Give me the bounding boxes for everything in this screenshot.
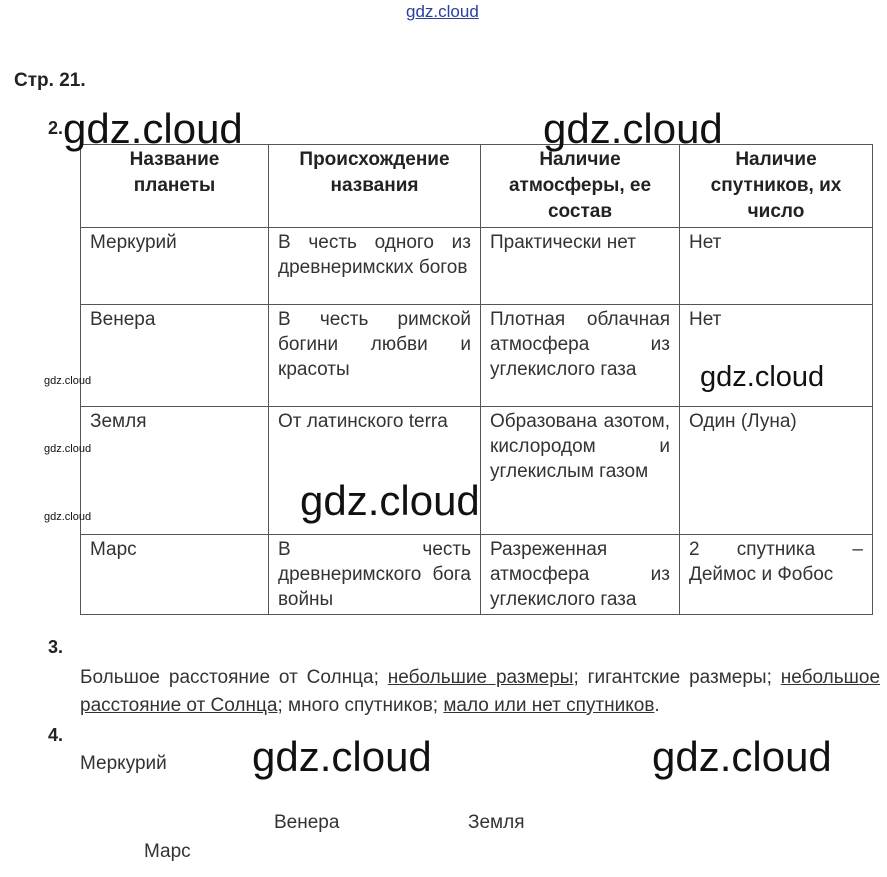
cell-atmosphere: Практически нет <box>481 228 680 305</box>
cell-planet: Земля <box>81 407 269 535</box>
cell-satellites: Нет <box>680 228 873 305</box>
cell-origin: В честь одного из древнеримских богов <box>269 228 481 305</box>
cell-planet: Меркурий <box>81 228 269 305</box>
planet-label-venus: Венера <box>274 812 340 833</box>
selected-answer: небольшое расстояние от Солнца <box>80 667 881 716</box>
cell-atmosphere: Образована азотом, кислородом и углекислым газом <box>481 407 680 535</box>
header-atmosphere: Наличие атмосферы, ее состав <box>481 145 680 228</box>
selected-answer: небольшие размеры <box>387 667 574 688</box>
answer-text: ; <box>373 667 388 688</box>
watermark: gdz.cloud <box>252 733 432 780</box>
cell-atmosphere: Плотная облачная атмосфера из углекислого газа <box>481 305 680 407</box>
header-satellites: Наличие спутников, их число <box>680 145 873 228</box>
cell-planet: Венера <box>81 305 269 407</box>
question-3-number: 3. <box>48 637 64 657</box>
watermark: gdz.cloud <box>652 733 832 780</box>
answer-text: . <box>654 695 660 716</box>
watermark: gdz.cloud <box>44 443 92 455</box>
planet-label-mercury: Меркурий <box>80 753 167 774</box>
cell-atmosphere: Разреженная атмосфера из углекислого газа <box>481 535 680 615</box>
cell-satellites: Нет <box>680 305 873 407</box>
table-row <box>81 535 873 615</box>
watermark: gdz.cloud <box>63 105 243 152</box>
answer-text: Большое расстояние от Солнца <box>80 667 374 688</box>
header-planet-name: Название планеты <box>81 145 269 228</box>
question-3-answer <box>80 664 880 720</box>
table-row <box>81 228 873 305</box>
cell-satellites: 2 спутника – Деймос и Фобос <box>680 535 873 615</box>
selected-answer: мало или нет спутников <box>443 695 655 716</box>
watermark: gdz.cloud <box>44 375 92 387</box>
question-4-number: 4. <box>48 725 64 745</box>
watermark: gdz.cloud <box>44 511 92 523</box>
planet-label-earth: Земля <box>468 812 525 833</box>
cell-planet: Марс <box>81 535 269 615</box>
question-2-number: 2. <box>48 118 64 138</box>
watermark: gdz.cloud <box>543 105 723 152</box>
watermark: gdz.cloud <box>700 361 825 393</box>
cell-satellites: Один (Луна) <box>680 407 873 535</box>
watermark: gdz.cloud <box>300 477 480 524</box>
table-header-row <box>81 145 873 228</box>
cell-origin: От латинского terra <box>269 407 481 535</box>
answer-text: ; много спутников; <box>277 695 444 716</box>
planet-label-mars: Марс <box>144 841 191 862</box>
watermark-top-link[interactable]: gdz.cloud <box>406 2 479 21</box>
header-name-origin: Происхождение названия <box>269 145 481 228</box>
cell-origin: В честь римской богини любви и красоты <box>269 305 481 407</box>
answer-text: ; гигантские размеры; <box>573 667 781 688</box>
page-heading: Стр. 21. <box>14 70 86 91</box>
cell-origin: В честь древнеримского бога войны <box>269 535 481 615</box>
